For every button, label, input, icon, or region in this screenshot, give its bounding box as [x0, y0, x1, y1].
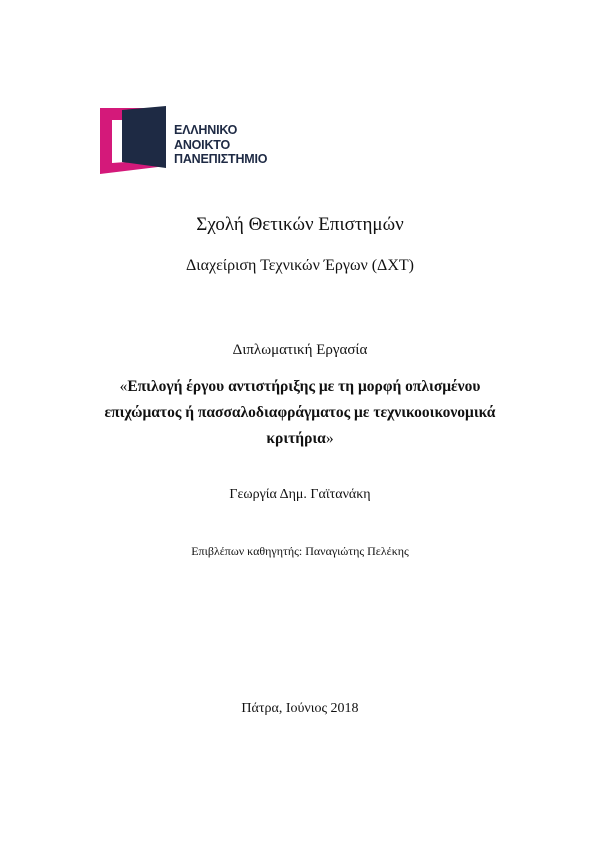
place-date: Πάτρα, Ιούνιος 2018 [241, 701, 359, 716]
title-close-quote: » [325, 430, 334, 447]
logo-wordmark [174, 123, 267, 167]
logo-emblem-icon [100, 106, 170, 174]
program-name: Διαχείριση Τεχνικών Έργων (ΔΧΤ) [185, 257, 414, 274]
supervisor-line: Επιβλέπων καθηγητής: Παναγιώτης Πελέκης [191, 544, 409, 558]
title-open-quote: « [119, 378, 128, 395]
author-name: Γεωργία Δημ. Γαϊτανάκη [229, 487, 371, 502]
logo-line-3: ΠΑΝΕΠΙΣΤΗΜΙΟ [174, 152, 268, 166]
title-text: Επιλογή έργου αντιστήριξης με τη μορφή οπλισμένου επιχώματος ή πασσαλοδιαφράγματος με τεχνικοοικονομικά κριτήρια [104, 378, 496, 447]
university-logo [100, 106, 290, 174]
logo-line-1: ΕΛΛΗΝΙΚΟ [174, 123, 238, 137]
thesis-title [100, 374, 500, 452]
school-name: Σχολή Θετικών Επιστημών [196, 214, 404, 235]
logo-line-2: ΑΝΟΙΚΤΟ [174, 137, 231, 152]
document-type: Διπλωματική Εργασία [232, 342, 368, 358]
